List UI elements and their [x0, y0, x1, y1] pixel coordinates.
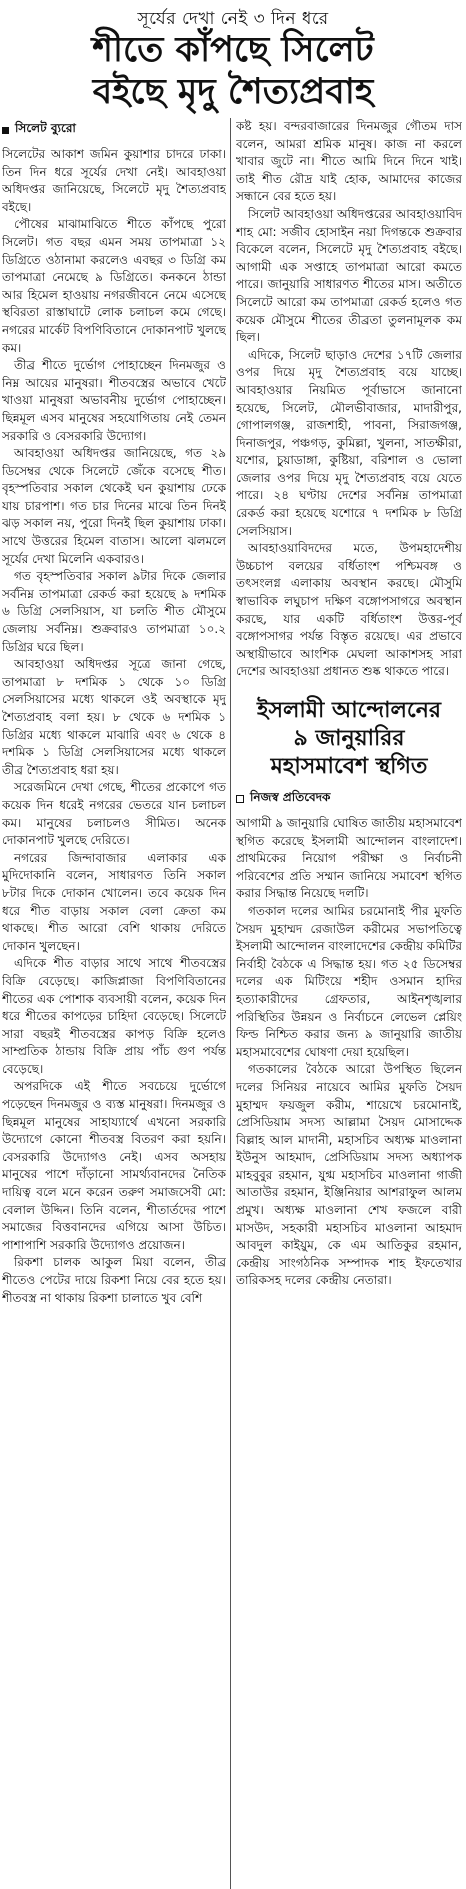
article-paragraph: আবহাওয়া অধিদপ্তর সূত্রে জানা গেছে, তাপমাত্রা ৮ দশমিক ১ থেকে ১০ ডিগ্রি সেলসিয়াসের মধ্যে থাকলে ওই অবস্থাকে মৃদু শৈত্যপ্রবাহ বলা হয়। ৮ থেকে ৬ দশমিক ১ ডিগ্রির মধ্যে থাকলে মাঝারি এবং ৬ থেকে ৪ দশমিক ১ ডিগ্রি সেলসিয়াসের মধ্যে থাকলে তীব্র শৈত্যপ্রবাহ ধরা হয়। [2, 657, 226, 777]
article-paragraph: তীব্র শীতে দুর্ভোগ পোহাচ্ছেন দিনমজুর ও নিম্ন আয়ের মানুষরা। শীতবস্ত্রের অভাবে খেটে খাওয়া মানুষরা অভাবনীয় দুর্ভোগ পোহাচ্ছেন। ছিন্নমূল এসব মানুষের সহযোগিতায় নেই তেমন সরকারি ও বেসরকারি উদ্যোগ। [2, 358, 226, 443]
second-byline-text: নিজস্ব প্রতিবেদক [250, 790, 331, 804]
article-paragraph: সরেজমিনে দেখা গেছে, শীতের প্রকোপে গত কয়েক দিন ধরেই নগরের ভেতরে যান চলাচল কম। মানুষের চলাচলও সীমিত। অনেক দোকানপাট খুলছে দেরিতে। [2, 780, 226, 848]
article-paragraph: এদিকে শীত বাড়ার সাথে সাথে শীতবস্ত্রের বিক্রি বেড়েছে। কাজিপ্লাজা বিপণিবিতানের শীতের এক পোশাক ব্যবসায়ী বলেন, কয়েক দিন ধরে শীতের কাপড়ের চাহিদা বেড়েছে। সিলেটে সারা বছরই শীতবস্ত্রের কাপড় বিক্রি হলেও সাম্প্রতিক ঠান্ডায় বিক্রি প্রায় পাঁচ গুণ পর্যন্ত বেড়েছে। [2, 956, 226, 1076]
second-headline-line-2: ৯ জানুয়ারির [293, 726, 405, 751]
second-byline [236, 789, 462, 809]
article-paragraph: গতকাল দলের আমির চরমোনাই পীর মুফতি সৈয়দ মুহাম্মদ রেজাউল করীমের সভাপতিত্বে ইসলামী আন্দোলন বাংলাদেশের কেন্দ্রীয় কমিটির নির্বাহী বৈঠকে এ সিদ্ধান্ত হয়। গত ২৫ ডিসেম্বর দলের এক মিটিংয়ে শহীদ ওসমান হাদির হত্যাকারীদের গ্রেফতার, আইনশৃঙ্খলার পরিস্থিতির উন্নয়ন ও নির্বাচনে লেভেল প্লেয়িং ফিল্ড নিশ্চিত করার জন্য ৯ জানুয়ারি জাতীয় মহাসমাবেশের ঘোষণা দেয়া হয়েছিল। [236, 903, 462, 1059]
headline-line-2: বইছে মৃদু শৈত্যপ্রবাহ [92, 72, 374, 112]
right-column [236, 118, 462, 1889]
article-paragraph: সিলেট আবহাওয়া অধিদপ্তরের আবহাওয়াবিদ শাহ মো: সজীব হোসাইন নয়া দিগন্তকে শুক্রবার বিকেলে বলেন, সিলেটে মৃদু শৈত্যপ্রবাহ বইছে। আগামী এক সপ্তাহে তাপমাত্রা আরো কমতে পারে। জানুয়ারি সাধারণত শীতের মাস। অতীতে সিলেটে আরো কম তাপমাত্রা রেকর্ড হলেও গত কয়েক মৌসুমে শীতের তীব্রতা তুলনামূলক কম ছিল। [236, 206, 462, 345]
article-paragraph: আবহাওয়া অধিদপ্তর জানিয়েছে, গত ২৯ ডিসেম্বর থেকে সিলেটে জেঁকে বসেছে শীত। বৃহস্পতিবার সকাল থেকেই ঘন কুয়াশায় ঢেকে যায় চারপাশ। গত চার দিনের মাঝে তিন দিনই ঝড় সকাল নয়, পুরো দিনই ছিল কুয়াশায় ঢাকা। সাথে উত্তরের হিমেল বাতাস। আলো ঝলমলে সূর্যের দেখা মিলেনি একবারও। [2, 446, 226, 566]
article-paragraph: আগামী ৯ জানুয়ারি ঘোষিত জাতীয় মহাসমাবেশ স্থগিত করেছে ইসলামী আন্দোলন বাংলাদেশ। প্রাথমিকের নিয়োগ পরীক্ষা ও নির্বাচনী পরিবেশের প্রতি সম্মান জানিয়ে সমাবেশ স্থগিত করার সিদ্ধান্ত নিয়েছে দলটি। [236, 816, 462, 901]
byline-text: সিলেট ব্যুরো [15, 121, 76, 135]
article-paragraph: গত বৃহস্পতিবার সকাল ৯টার দিকে জেলার সর্বনিম্ন তাপমাত্রা রেকর্ড করা হয়েছে ৯ দশমিক ৬ ডিগ্রি সেলসিয়াস, যা চলতি শীত মৌসুমে জেলায় সর্বনিম্ন। শুক্রবারও তাপমাত্রা ১০.২ ডিগ্রির ঘরে ছিল। [2, 569, 226, 654]
kicker: সূর্যের দেখা নেই ৩ দিন ধরে [137, 9, 329, 29]
article-paragraph: সিলেটের আকাশ জমিন কুয়াশার চাদরে ঢাকা। তিন দিন ধরে সূর্যের দেখা নেই। আবহাওয়া অধিদপ্তর জানিয়েছে, সিলেটে মৃদু শৈত্যপ্রবাহ বইছে। [2, 147, 226, 214]
byline [2, 120, 226, 140]
second-headline-line-3: মহাসমাবেশ স্থগিত [270, 754, 428, 779]
article-paragraph: অপরদিকে এই শীতে সবচেয়ে দুর্ভোগে পড়েছেন দিনমজুর ও ব্যস্ত মানুষরা। দিনমজুর ও ছিন্নমূল মানুষের সাহায্যার্থে এখনো সরকারি উদ্যোগে কোনো শীতবস্ত্র বিতরণ করা হয়নি। বেসরকারি উদ্যোগও নেই। এসব অসহায় মানুষের পাশে দাঁড়ানো সামর্থ্যবানদের নৈতিক দায়িত্ব বলে মনে করেন তরুণ সমাজসেবী মো: বেলাল উদ্দিন। তিনি বলেন, শীতার্তদের পাশে সমাজের বিত্তবানদের এগিয়ে আসা উচিত। পাশাপাশি সরকারি উদ্যোগও প্রয়োজন। [2, 1079, 226, 1252]
bullet-icon [2, 127, 9, 134]
article-paragraph: রিকশা চালক আকুল মিয়া বলেন, তীব্র শীতেও পেটের দায়ে রিকশা নিয়ে বের হতে হয়। শীতবস্ত্র না থাকায় রিকশা চালাতে খুব বেশি [2, 1255, 226, 1305]
article-paragraph: গতকালের বৈঠকে আরো উপস্থিত ছিলেন দলের সিনিয়র নায়েবে আমির মুফতি সৈয়দ মুহাম্মদ ফয়জুল করীম, শায়েখে চরমোনাই, প্রেসিডিয়াম সদস্য আল্লামা সৈয়দ মোসাদ্দেক বিল্লাহ আল মাদানী, মহাসচিব অধ্যক্ষ মাওলানা ইউনুস আহমাদ, প্রেসিডিয়াম সদস্য অধ্যাপক মাহবুবুর রহমান, যুগ্ম মহাসচিব মাওলানা গাজী আতাউর রহমান, ইঞ্জিনিয়ার আশরাফুল আলম প্রমুখ। অধ্যক্ষ মাওলানা শেখ ফজলে বারী মাসউদ, সহকারী মহাসচিব মাওলানা আহমাদ আবদুল কাইয়ুম, কে এম আতিকুর রহমান, কেন্দ্রীয় সাংগঠনিক সম্পাদক শাহ ইফতেখার তারিকসহ দলের কেন্দ্রীয় নেতারা। [236, 1062, 462, 1288]
bullet-icon [236, 795, 244, 803]
column-divider [230, 118, 231, 1889]
article-paragraph: নগরের জিন্দাবাজার এলাকার এক মুদিদোকানি বলেন, সাধারণত তিনি সকাল ৮টার দিকে দোকান খোলেন। তবে কয়েক দিন ধরে শীত বাড়ায় সকাল বেলা ক্রেতা কম থাকছে। শীত আরো বেশি থাকায় দেরিতে দোকান খুলছেন। [2, 850, 226, 953]
second-article-headline [236, 697, 462, 781]
article-paragraph: কষ্ট হয়। বন্দরবাজারের দিনমজুর গৌতম দাস বলেন, আমরা শ্রমিক মানুষ। কাজ না করলে খাবার জুটে না। শীতে আমি দিনে দিনে খাই। তাই শীত রৌদ্র যাই হোক, আমাদের কাজের সন্ধানে বের হতে হয়। [236, 119, 462, 204]
headline-line-1: শীতে কাঁপছে সিলেট [92, 30, 374, 70]
article-columns [0, 118, 466, 1889]
article-paragraph: পৌষের মাঝামাঝিতে শীতে কাঁপছে পুরো সিলেট। গত বছর এমন সময় তাপমাত্রা ১২ ডিগ্রিতে ওঠানামা করলেও এবছর ৩ ডিগ্রি কম তাপমাত্রা নেমেছে ৯ ডিগ্রিতে। কনকনে ঠান্ডা আর হিমেল হাওয়ায় নগরজীবনে নেমে এসেছে স্থবিরতা রাস্তাঘাটে লোক চলাচল কমে গেছে। নগরের মার্কেট বিপণিবিতানে দোকানপাট খুলছে কম। [2, 217, 226, 355]
article-paragraph: আবহাওয়াবিদদের মতে, উপমহাদেশীয় উচ্চচাপ বলয়ের বর্ধিতাংশ পশ্চিমবঙ্গ ও তৎসংলগ্ন এলাকায় অবস্থান করছে। মৌসুমি স্বাভাবিক লঘুচাপ দক্ষিণ বঙ্গোপসাগরে অবস্থান করছে, যার একটি বর্ধিতাংশ উত্তর-পূর্ব বঙ্গোপসাগর পর্যন্ত বিস্তৃত রয়েছে। এর প্রভাবে অস্থায়ীভাবে আংশিক মেঘলা আকাশসহ সারা দেশের আবহাওয়া প্রধানত শুষ্ক থাকতে পারে। [236, 541, 462, 679]
left-column [2, 118, 226, 1889]
second-headline-line-1: ইসলামী আন্দোলনের [257, 698, 441, 723]
article-paragraph: এদিকে, সিলেট ছাড়াও দেশের ১৭টি জেলার ওপর দিয়ে মৃদু শৈত্যপ্রবাহ বয়ে যাচ্ছে। আবহাওয়ার নিয়মিত পূর্বাভাসে জানানো হয়েছে, সিলেট, মৌলভীবাজার, মাদারীপুর, গোপালগঞ্জ, রাজশাহী, পাবনা, সিরাজগঞ্জ, দিনাজপুর, পঞ্চগড়, কুমিল্লা, খুলনা, সাতক্ষীরা, যশোর, চুয়াডাঙ্গা, কুষ্টিয়া, বরিশাল ও ভোলা জেলার ওপর দিয়ে মৃদু শৈত্যপ্রবাহ বয়ে যেতে পারে। ২৪ ঘণ্টায় দেশের সর্বনিম্ন তাপমাত্রা রেকর্ড করা হয়েছে যশোরে ৭ দশমিক ৮ ডিগ্রি সেলসিয়াস। [236, 347, 462, 538]
